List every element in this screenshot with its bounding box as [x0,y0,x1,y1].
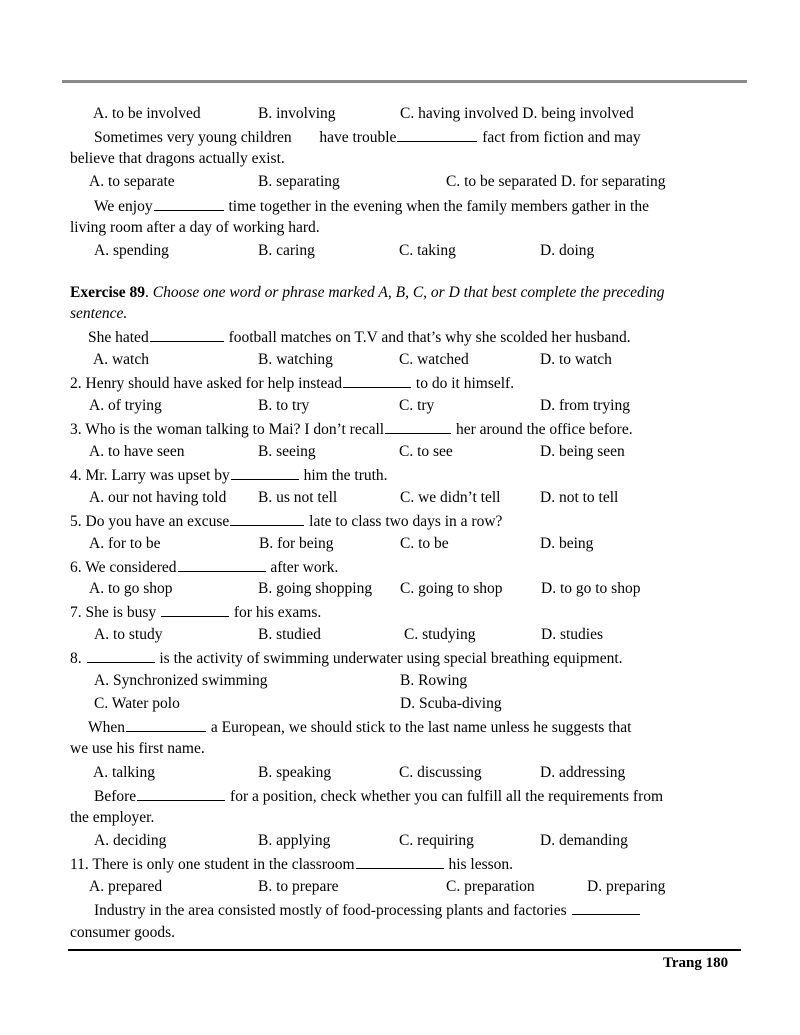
option-a: A. Synchronized swimming [94,672,268,689]
option-d: D. Scuba-diving [400,695,502,712]
question-11: 11. There is only one student in the classroom his lesson. [70,856,514,873]
exercise-instructions: Choose one word or phrase marked A, B, C, or D that best complete the preceding [152,284,665,301]
option-a: A. watch [93,351,149,368]
answer-blank [87,648,155,663]
option-b: B. to prepare [258,878,339,895]
option-a: A. of trying [89,397,162,414]
option-b: B. Rowing [400,672,468,689]
option-c: C. try [399,397,435,414]
option-c: C. taking [399,242,456,259]
option-c: C. we didn’t tell [400,489,501,506]
option-d: D. from trying [540,397,630,414]
question-4: 4. Mr. Larry was upset by him the truth. [70,467,388,484]
option-b: B. us not tell [258,489,338,506]
option-c: C. requiring [399,832,474,849]
answer-blank [397,127,477,142]
option-c: C. watched [399,351,469,368]
option-b: B. caring [258,242,315,259]
answer-blank [572,900,640,915]
question-7: 7. She is busy for his exams. [70,604,322,621]
option-b: B. separating [258,173,340,190]
option-c-d: C. to be separated D. for separating [446,173,666,190]
header-rule [62,80,747,83]
answer-blank [150,327,224,342]
option-b: B. studied [258,626,321,643]
question-10: Before for a position, check whether you can fulfill all the requirements from [94,788,664,805]
question-6: 6. We considered after work. [70,559,339,576]
question-8: 8. is the activity of swimming underwater using special breathing equipment. [70,650,623,667]
answer-blank [231,465,299,480]
exercise-heading: Exercise 89. Choose one word or phrase marked A, B, C, or D that best complete the preceding [70,284,665,301]
option-c: C. going to shop [400,580,503,597]
option-c: C. Water polo [94,695,180,712]
answer-blank [343,373,411,388]
option-b: B. watching [258,351,333,368]
option-d: D. to go to shop [541,580,641,597]
option-c-d: C. having involved D. being involved [400,105,634,122]
option-a: A. to be involved [93,105,201,122]
option-a: A. to go shop [89,580,173,597]
question-children: Sometimes very young children have trouble fact from fiction and may [94,129,641,146]
option-a: A. spending [94,242,169,259]
option-c: C. to be [400,535,449,552]
option-b: B. speaking [258,764,332,781]
option-b: B. involving [258,105,336,122]
question-1: She hated football matches on T.V and that’s why she scolded her husband. [88,329,631,346]
exercise-label: Exercise 89 [70,284,146,301]
option-c: C. studying [404,626,476,643]
option-a: A. deciding [94,832,167,849]
option-d: D. addressing [540,764,626,781]
option-a: A. to study [94,626,163,643]
option-a: A. for to be [89,535,161,552]
option-d: D. doing [540,242,595,259]
option-b: B. applying [258,832,331,849]
option-d: D. being seen [540,443,625,460]
option-d: D. being [540,535,594,552]
option-d: D. studies [541,626,603,643]
answer-blank [137,786,225,801]
answer-blank [178,557,266,572]
question-10-cont: the employer. [70,809,155,826]
question-3: 3. Who is the woman talking to Mai? I don’t recall her around the office before. [70,421,633,438]
option-a: A. our not having told [89,489,227,506]
option-b: B. seeing [258,443,316,460]
option-c: C. preparation [446,878,535,895]
page-number: Trang 180 [663,955,729,971]
question-12-cont: consumer goods. [70,924,176,941]
option-d: D. to watch [540,351,612,368]
option-b: B. for being [259,535,334,552]
option-a: A. to have seen [89,443,185,460]
answer-blank [154,196,224,211]
answer-blank [161,602,229,617]
exercise-instructions-cont: sentence. [70,305,128,322]
answer-blank [356,854,444,869]
answer-blank [385,419,451,434]
question-5: 5. Do you have an excuse late to class two days in a row? [70,513,503,530]
option-a: A. prepared [89,878,163,895]
question-2: 2. Henry should have asked for help instead to do it himself. [70,375,515,392]
option-c: C. discussing [399,764,482,781]
question-enjoy-cont: living room after a day of working hard. [70,219,320,236]
option-a: A. talking [93,764,155,781]
option-d: D. not to tell [540,489,619,506]
answer-blank [126,717,206,732]
option-c: C. to see [399,443,453,460]
question-12: Industry in the area consisted mostly of food-processing plants and factories [94,900,641,920]
option-d: D. demanding [540,832,628,849]
question-enjoy: We enjoy time together in the evening when the family members gather in the [94,198,649,215]
option-a: A. to separate [89,173,175,190]
option-b: B. to try [258,397,310,414]
option-d: D. preparing [587,878,666,895]
question-9: When a European, we should stick to the last name unless he suggests that [88,719,632,736]
option-b: B. going shopping [258,580,373,597]
question-9-cont: we use his first name. [70,740,205,757]
footer-rule [68,949,741,951]
answer-blank [230,511,304,526]
question-children-cont: believe that dragons actually exist. [70,150,285,167]
